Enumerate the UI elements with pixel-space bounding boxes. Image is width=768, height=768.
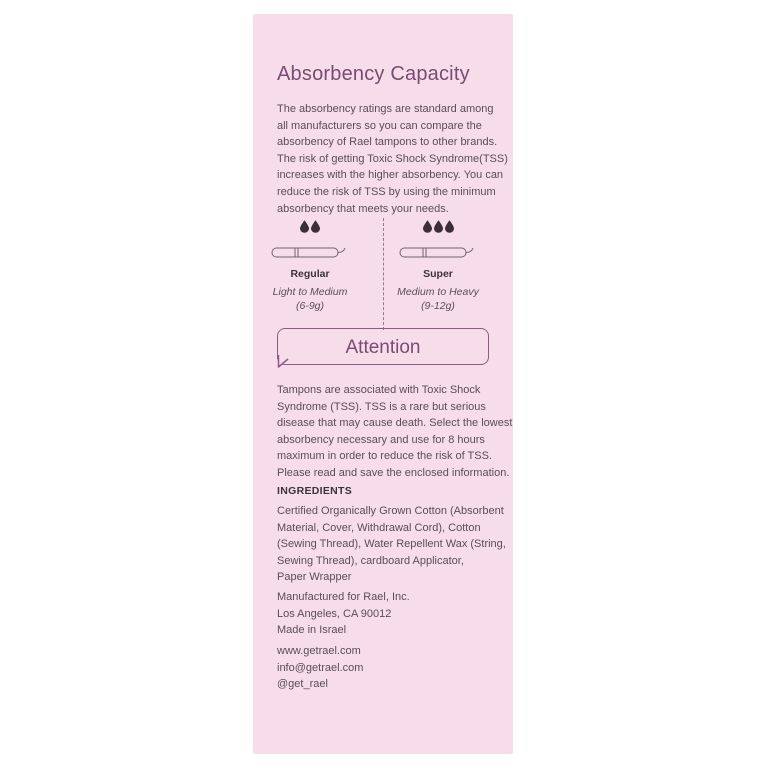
description-line: (6-9g) xyxy=(295,300,324,312)
ingredients-list xyxy=(277,503,507,586)
drop-icon xyxy=(423,220,432,233)
absorbency-regular xyxy=(255,220,365,313)
tss-warning xyxy=(277,382,513,482)
warning-line: maximum in order to reduce the risk of TSS. xyxy=(277,450,492,463)
description-line: Medium to Heavy xyxy=(397,286,479,298)
intro-line: absorbency that meets your needs. xyxy=(277,202,449,215)
description-line: (9-12g) xyxy=(421,300,455,312)
absorbency-name: Regular xyxy=(290,268,330,280)
drop-icon xyxy=(311,220,320,233)
ingredients-line: Material, Cover, Withdrawal Cord), Cotton xyxy=(277,521,481,534)
intro-line: all manufacturers so you can compare the xyxy=(277,119,482,132)
social-handle-text: @get_rael xyxy=(277,678,328,691)
attention-heading: Attention xyxy=(345,337,421,358)
drop-rating-super xyxy=(383,220,493,238)
intro-line: The risk of getting Toxic Shock Syndrome(TSS) xyxy=(277,152,508,165)
ingredients-line: (Sewing Thread), Water Repellent Wax (String, xyxy=(277,538,506,551)
ingredients-line: Sewing Thread), cardboard Applicator, xyxy=(277,554,464,567)
warning-line: disease that may cause death. Select the lowest xyxy=(277,417,513,430)
speech-bubble-tail-icon xyxy=(276,355,290,369)
absorbency-description xyxy=(255,285,365,313)
attention-bubble xyxy=(277,328,489,365)
drop-icon xyxy=(300,220,309,233)
manufacturer-line: Made in Israel xyxy=(277,624,347,637)
manufacturer-line: Los Angeles, CA 90012 xyxy=(277,607,392,620)
contact-info xyxy=(277,643,507,693)
intro-line: reduce the risk of TSS by using the minimum xyxy=(277,185,496,198)
warning-line: Please read and save the enclosed information. xyxy=(277,466,510,479)
absorbency-super xyxy=(383,220,493,313)
drop-rating-regular xyxy=(255,220,365,238)
warning-line: Syndrome (TSS). TSS is a rare but serious xyxy=(277,400,486,413)
tampon-regular-icon xyxy=(271,245,349,261)
absorbency-description xyxy=(383,285,493,313)
absorbency-name: Super xyxy=(423,268,453,280)
intro-line: The absorbency ratings are standard among xyxy=(277,103,494,115)
drop-icon xyxy=(434,220,443,233)
warning-line: Tampons are associated with Toxic Shock xyxy=(277,384,481,396)
email-text: info@getrael.com xyxy=(277,661,364,674)
intro-line: absorbency of Rael tampons to other brands. xyxy=(277,136,498,149)
tampon-super-icon xyxy=(399,245,477,261)
ingredients-line: Paper Wrapper xyxy=(277,571,352,584)
website-text: www.getrael.com xyxy=(277,645,361,657)
absorbency-intro xyxy=(277,101,507,217)
description-line: Light to Medium xyxy=(272,286,348,298)
manufacturer-line: Manufactured for Rael, Inc. xyxy=(277,591,410,603)
manufacturer-info xyxy=(277,589,507,639)
warning-line: absorbency necessary and use for 8 hours xyxy=(277,433,485,446)
ingredients-heading: INGREDIENTS xyxy=(277,485,353,497)
drop-icon xyxy=(445,220,454,233)
section-title: Absorbency Capacity xyxy=(277,63,470,85)
ingredients-line: Certified Organically Grown Cotton (Absorbent xyxy=(277,505,504,517)
intro-line: increases with the higher absorbency. You can xyxy=(277,169,504,182)
